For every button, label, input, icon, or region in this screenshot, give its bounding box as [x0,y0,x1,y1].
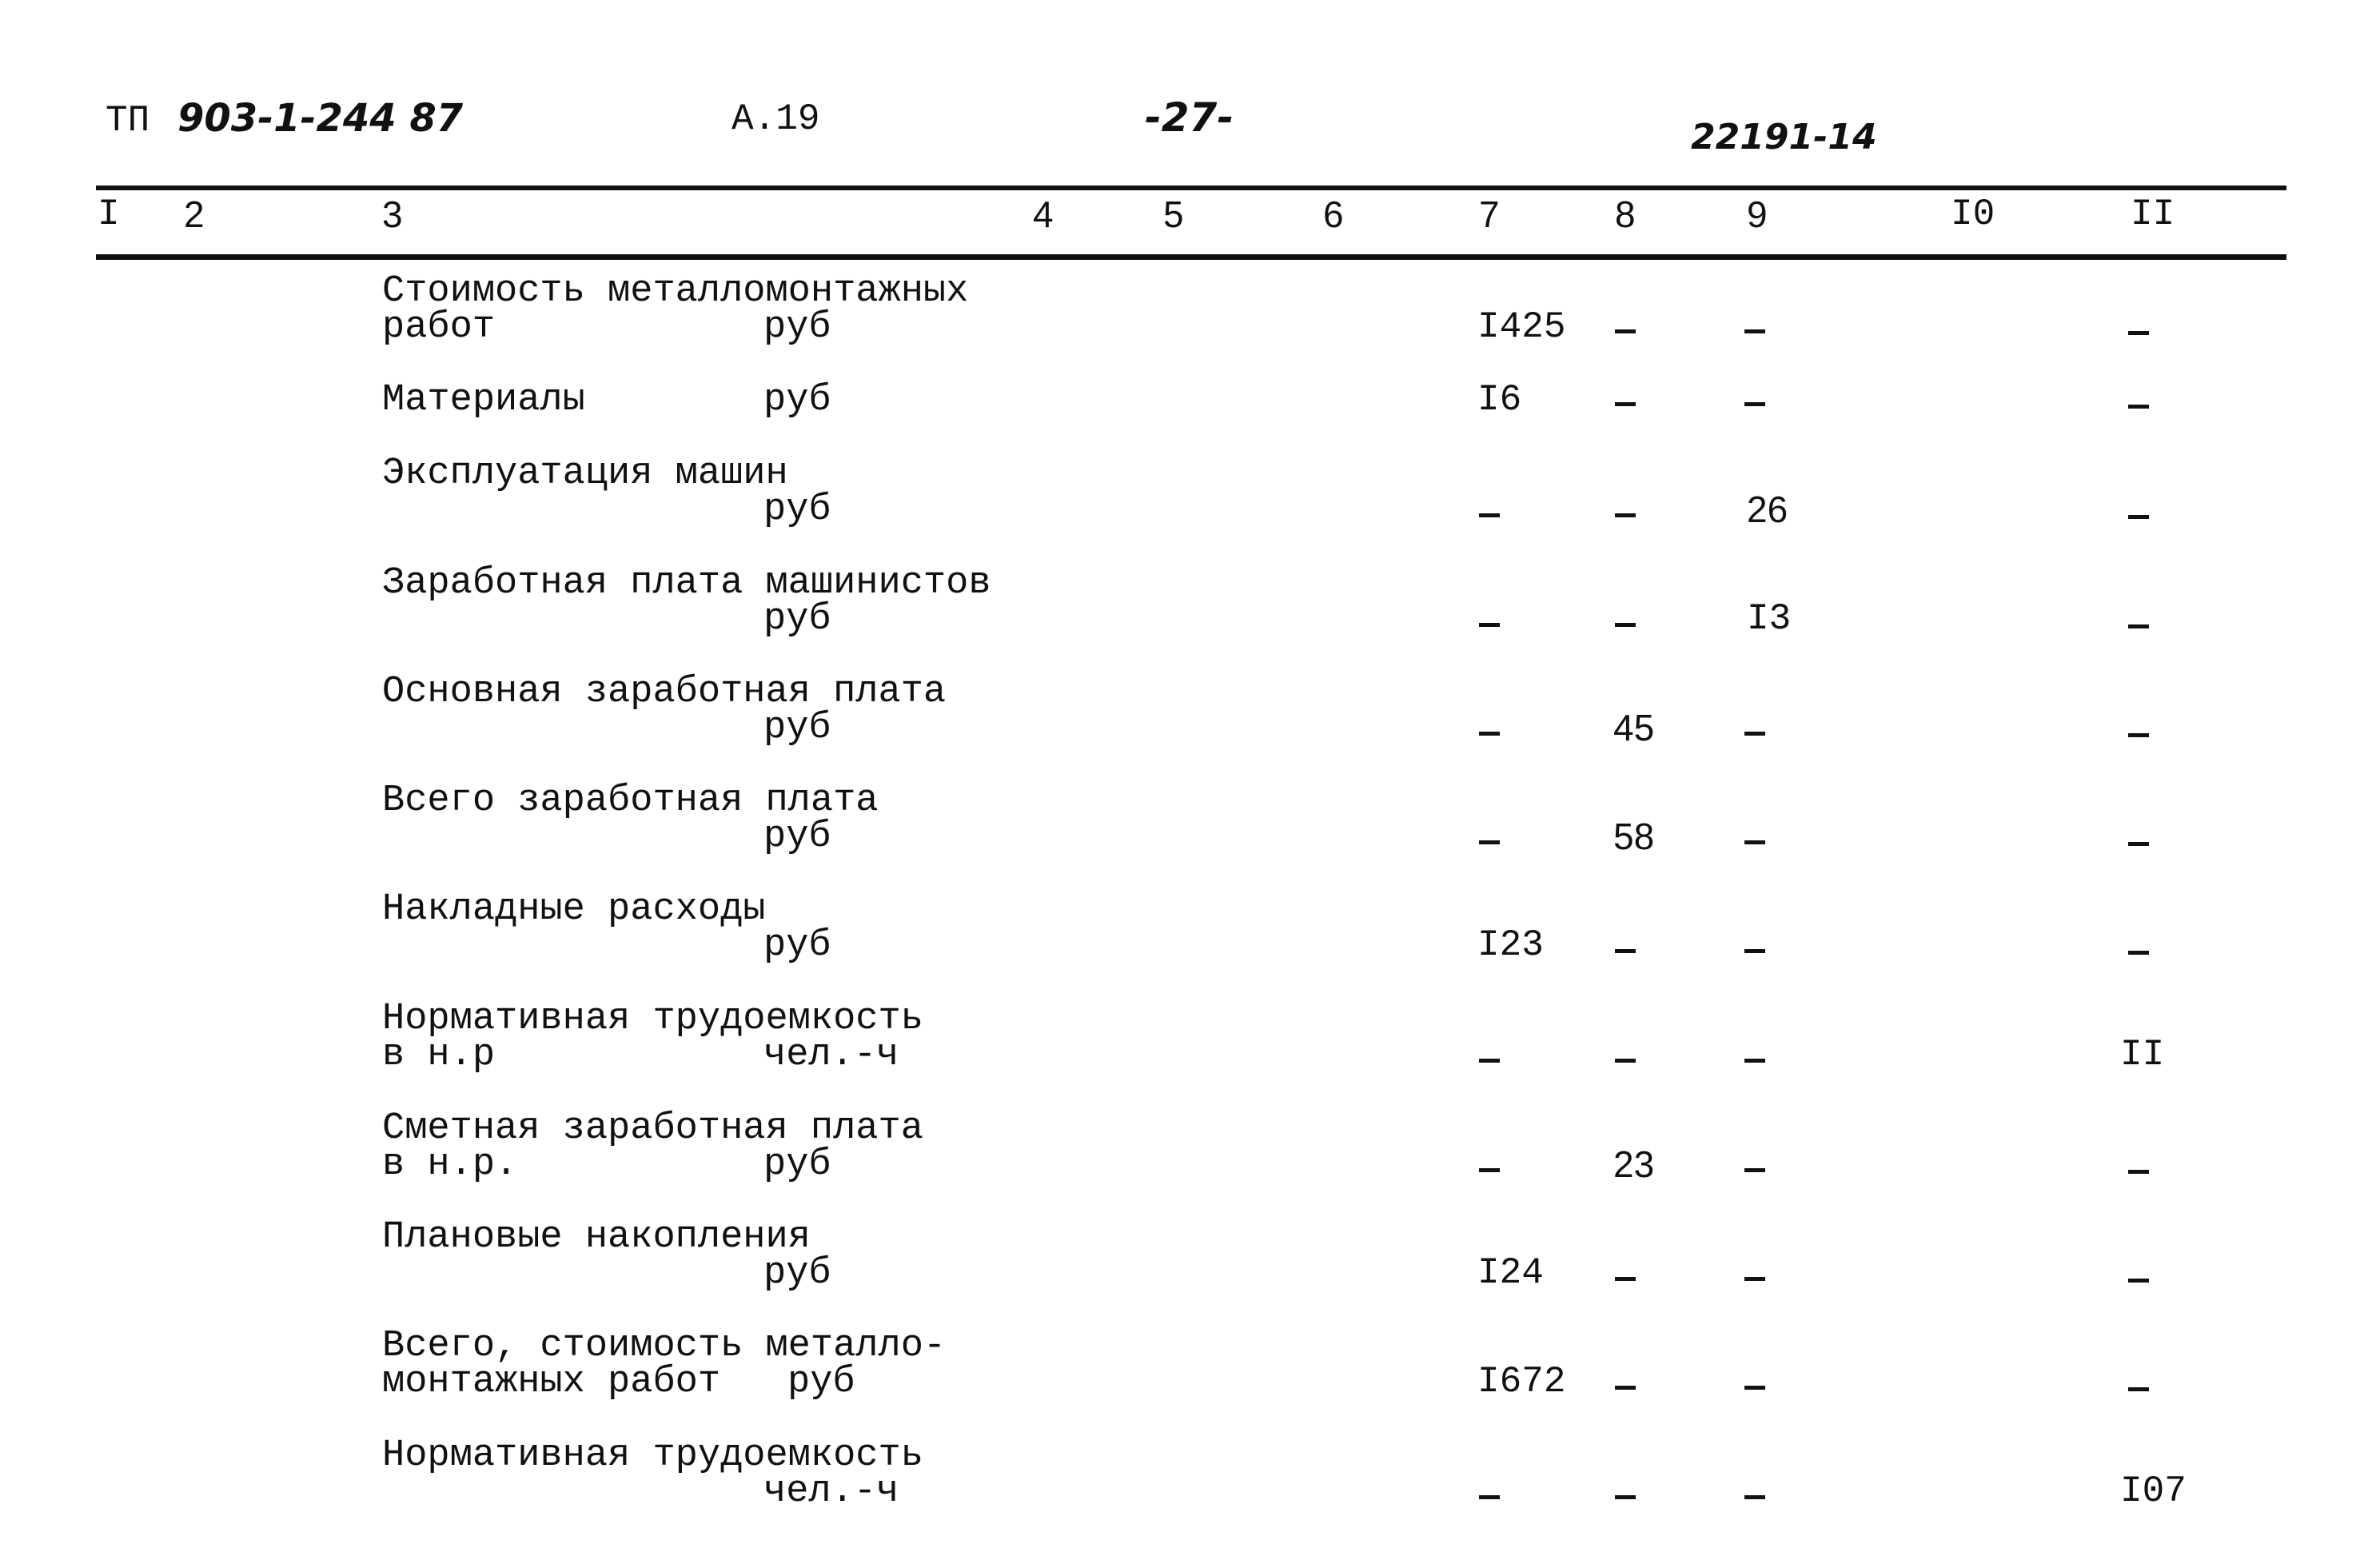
row-unit: руб [787,1361,855,1403]
row-label-line1: Всего, стоимость металло- [382,1325,947,1367]
row-label-line2: работ [382,306,496,349]
column-number-8: 8 [1615,194,1636,235]
cell-col7-dash [1479,623,1500,627]
table-row [0,671,2380,778]
cell-col9-dash [1744,1059,1765,1063]
cell-col11-dash [2128,331,2149,335]
row-label-line1: Основная заработная плата [382,671,947,713]
cell-col11: I07 [2120,1470,2187,1512]
row-label-line1: Стоимость металломонтажных [382,270,969,313]
cell-col9-dash [1744,840,1765,844]
row-unit: руб [763,306,831,349]
row-label-line1: Сметная заработная плата [382,1107,923,1150]
cell-col9: I3 [1747,598,1792,640]
cell-col8-dash [1615,1277,1636,1281]
cell-col8-dash [1615,1059,1636,1063]
page-number: -27- [1145,94,1234,141]
table-row [0,888,2380,995]
row-label-line1: Заработная плата машинистов [382,562,991,604]
row-unit: руб [763,1143,831,1186]
table-header-rule [96,254,2286,260]
row-label-line1: Эксплуатация машин [382,453,788,495]
cell-col7-dash [1479,840,1500,844]
row-label-line2: Материалы [382,379,585,421]
cell-col8-dash [1615,1495,1636,1499]
table-row [0,780,2380,887]
row-label-line1: Всего заработная плата [382,780,879,822]
column-number-11: II [2131,194,2175,235]
cell-col8-dash [1615,623,1636,627]
row-unit: руб [763,1252,831,1295]
document-number: 22191-14 [1691,117,1877,158]
row-unit: руб [763,598,831,640]
cell-col7: I23 [1477,924,1544,966]
cell-col11: II [2120,1034,2165,1075]
table-row [0,1434,2380,1542]
cell-col8-dash [1615,949,1636,953]
cell-col11-dash [2128,1279,2149,1283]
cell-col7-dash [1479,1168,1500,1172]
cell-col11-dash [2128,624,2149,628]
row-label-line1: Накладные расходы [382,888,766,931]
cell-col7-dash [1479,732,1500,736]
column-number-7: 7 [1479,194,1500,235]
table-row [0,270,2380,377]
row-label-line2: в н.р [382,1034,496,1076]
row-unit: чел.-ч [763,1034,899,1076]
cell-col11-dash [2128,733,2149,737]
table-row [0,1325,2380,1432]
cell-col9-dash [1744,1495,1765,1499]
row-unit: руб [763,816,831,858]
table-row [0,1107,2380,1215]
column-number-6: 6 [1323,194,1344,235]
cell-col7: I425 [1477,306,1566,348]
cell-col11-dash [2128,951,2149,955]
row-label-line1: Нормативная трудоемкость [382,998,923,1040]
cell-col7: I6 [1477,379,1522,421]
cell-col8-dash [1615,513,1636,517]
cell-col11-dash [2128,1170,2149,1174]
cell-col9-dash [1744,1168,1765,1172]
column-number-3: 3 [382,194,403,235]
row-unit: чел.-ч [763,1470,899,1513]
doc-code-prefix: ТП [106,100,150,142]
row-unit: руб [763,707,831,749]
row-unit: руб [763,924,831,967]
cell-col11-dash [2128,405,2149,409]
table-row [0,562,2380,669]
cell-col8: 45 [1613,707,1655,748]
table-row [0,453,2380,560]
cell-col8: 23 [1613,1143,1655,1185]
row-label-line1: Плановые накопления [382,1216,811,1259]
column-number-1: I [98,194,120,235]
cell-col8-dash [1615,329,1636,333]
cell-col8-dash [1615,402,1636,406]
cell-col11-dash [2128,842,2149,846]
cell-col7: I672 [1477,1361,1566,1402]
album-number: А.19 [732,98,820,140]
cell-col9: 26 [1747,489,1788,530]
cell-col7-dash [1479,513,1500,517]
row-unit: руб [763,379,831,421]
cell-col11-dash [2128,1387,2149,1391]
table-top-rule [96,186,2286,190]
cell-col11-dash [2128,515,2149,519]
column-number-4: 4 [1033,194,1054,235]
cell-col7: I24 [1477,1252,1544,1294]
row-label-line2: монтажных работ [382,1361,721,1403]
table-row [0,998,2380,1105]
column-number-5: 5 [1163,194,1184,235]
row-unit: руб [763,489,831,531]
cell-col9-dash [1744,1277,1765,1281]
column-number-2: 2 [184,194,205,235]
cell-col9-dash [1744,402,1765,406]
column-number-9: 9 [1747,194,1768,235]
row-label-line2: в н.р. [382,1143,518,1186]
cell-col8: 58 [1613,816,1655,857]
cell-col9-dash [1744,732,1765,736]
cell-col9-dash [1744,1386,1765,1390]
cell-col8-dash [1615,1386,1636,1390]
cell-col9-dash [1744,329,1765,333]
table-row [0,1216,2380,1323]
doc-code-number: 903-1-244 87 [177,96,464,141]
column-number-10: I0 [1951,194,1995,235]
cell-col7-dash [1479,1059,1500,1063]
row-label-line1: Нормативная трудоемкость [382,1434,923,1477]
cell-col7-dash [1479,1495,1500,1499]
cell-col9-dash [1744,949,1765,953]
